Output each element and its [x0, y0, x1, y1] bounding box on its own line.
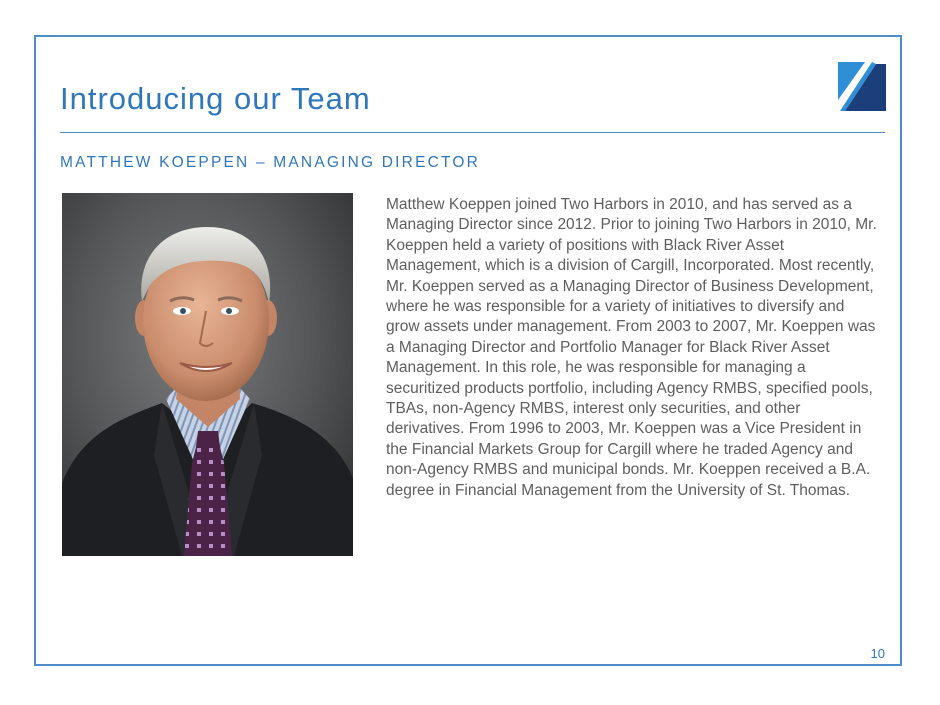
slide-title: Introducing our Team: [60, 81, 371, 116]
bio-paragraph: Matthew Koeppen joined Two Harbors in 2010, and has served as a Managing Director since 2012. Prior to joining Two Harbors in 2010, Mr. Koeppen held a variety of positions with Black River Asset Management, which is a division of Cargill, Incorporated. Most recently, Mr. Koeppen served as a Managing Director of Business Development, where he was responsible for a variety of initiatives to diversify and grow assets under management. From 2003 to 2007, Mr. Koeppen was a Managing Director and Portfolio Manager for Black River Asset Management. In this role, he was responsible for managing a securitized products portfolio, including Agency RMBS, specified pools, TBAs, non-Agency RMBS, interest only securities, and other derivatives. From 1996 to 2003, Mr. Koeppen was a Vice President in the Financial Markets Group for Cargill where he traded Agency and non-Agency RMBS and municipal bonds. Mr. Koeppen received a B.A. degree in Financial Management from the University of St. Thomas.: [386, 196, 877, 499]
two-harbors-logo-icon: [838, 62, 886, 111]
portrait-photo: [62, 193, 353, 556]
page-number: 10: [870, 646, 885, 661]
section-heading: MATTHEW KOEPPEN – MANAGING DIRECTOR: [60, 154, 481, 171]
title-divider: [60, 132, 885, 133]
